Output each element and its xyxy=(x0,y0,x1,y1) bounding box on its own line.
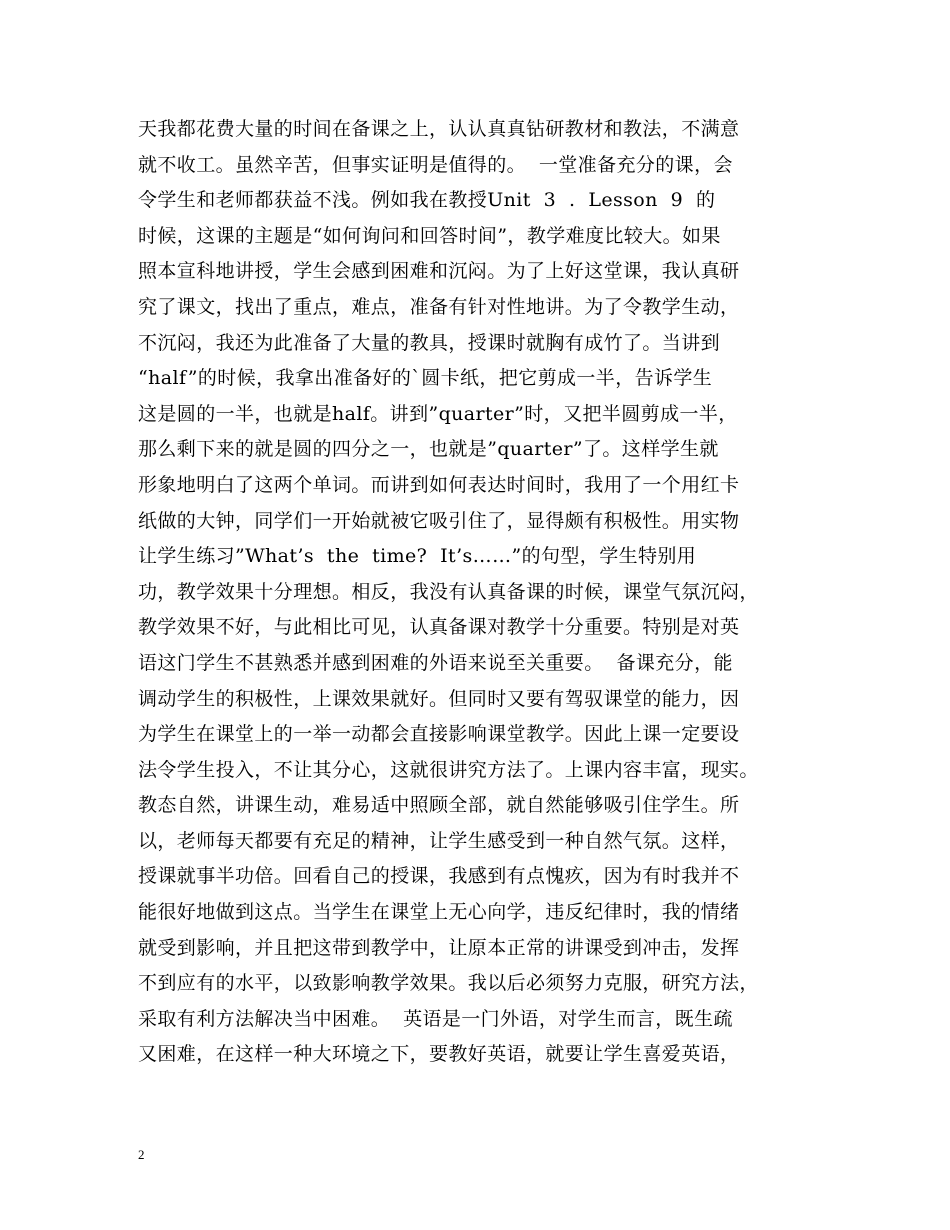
text-line: 这是圆的一半，也就是half。讲到”quarter”时，又把半圆剪成一半， xyxy=(138,402,738,425)
text-line: 语这门学生不甚熟悉并感到困难的外语来说至关重要。 备课充分，能 xyxy=(138,651,733,674)
text-line: 为学生在课堂上的一举一动都会直接影响课堂教学。因此上课一定要设 xyxy=(138,723,740,746)
text-line: 形象地明白了这两个单词。而讲到如何表达时间时，我用了一个用红卡 xyxy=(138,473,740,496)
text-line: 时候，这课的主题是“如何询问和回答时间”，教学难度比较大。如果 xyxy=(138,224,721,247)
text-line: 纸做的大钟，同学们一开始就被它吸引住了，显得颇有积极性。用实物 xyxy=(138,509,740,532)
text-line: 究了课文，找出了重点，难点，准备有针对性地讲。为了令教学生动， xyxy=(138,295,740,318)
text-line: 又困难，在这样一种大环境之下，要教好英语，就要让学生喜爱英语， xyxy=(138,1043,740,1066)
text-line: 不沉闷，我还为此准备了大量的教具，授课时就胸有成竹了。当讲到 xyxy=(138,331,721,354)
text-line: 能很好地做到这点。当学生在课堂上无心向学，违反纪律时，我的情绪 xyxy=(138,901,740,924)
text-line: 就不收工。虽然辛苦，但事实证明是值得的。 一堂准备充分的课，会 xyxy=(138,153,733,176)
text-line: 就受到影响，并且把这带到教学中，让原本正常的讲课受到冲击，发挥 xyxy=(138,936,740,959)
text-line: 让学生练习”What’s the time? It’s……”的句型，学生特别用 xyxy=(138,545,697,568)
text-line: 采取有利方法解决当中困难。 英语是一门外语，对学生而言，既生疏 xyxy=(138,1007,733,1030)
text-line: 天我都花费大量的时间在备课之上，认认真真钻研教材和教法，不满意 xyxy=(138,118,740,140)
text-line: “half”的时候，我拿出准备好的`圆卡纸，把它剪成一半，告诉学生 xyxy=(138,367,713,390)
text-line: 法令学生投入，不让其分心，这就很讲究方法了。上课内容丰富，现实。 xyxy=(138,758,759,781)
text-line: 调动学生的积极性，上课效果就好。但同时又要有驾驭课堂的能力，因 xyxy=(138,687,740,710)
text-line: 那么剩下来的就是圆的四分之一，也就是”quarter”了。这样学生就 xyxy=(138,438,719,461)
text-line: 教态自然，讲课生动，难易适中照顾全部，就自然能够吸引住学生。所 xyxy=(138,794,740,817)
text-line: 功，教学效果十分理想。相反，我没有认真备课的时候，课堂气氛沉闷， xyxy=(138,580,759,603)
text-line: 教学效果不好，与此相比可见，认真备课对教学十分重要。特别是对英 xyxy=(138,616,740,639)
text-line: 照本宣科地讲授，学生会感到困难和沉闷。为了上好这堂课，我认真研 xyxy=(138,260,740,283)
text-line: 以，老师每天都要有充足的精神，让学生感受到一种自然气氛。这样， xyxy=(138,829,740,852)
text-line: 授课就事半功倍。回看自己的授课，我感到有点愧疚，因为有时我并不 xyxy=(138,865,740,888)
text-line: 不到应有的水平，以致影响教学效果。我以后必须努力克服，研究方法， xyxy=(138,972,759,995)
page-number: 2 xyxy=(138,1147,145,1162)
text-line: 令学生和老师都获益不浅。例如我在教授Unit 3 . Lesson 9 的 xyxy=(138,189,716,212)
body-text xyxy=(138,112,818,1073)
